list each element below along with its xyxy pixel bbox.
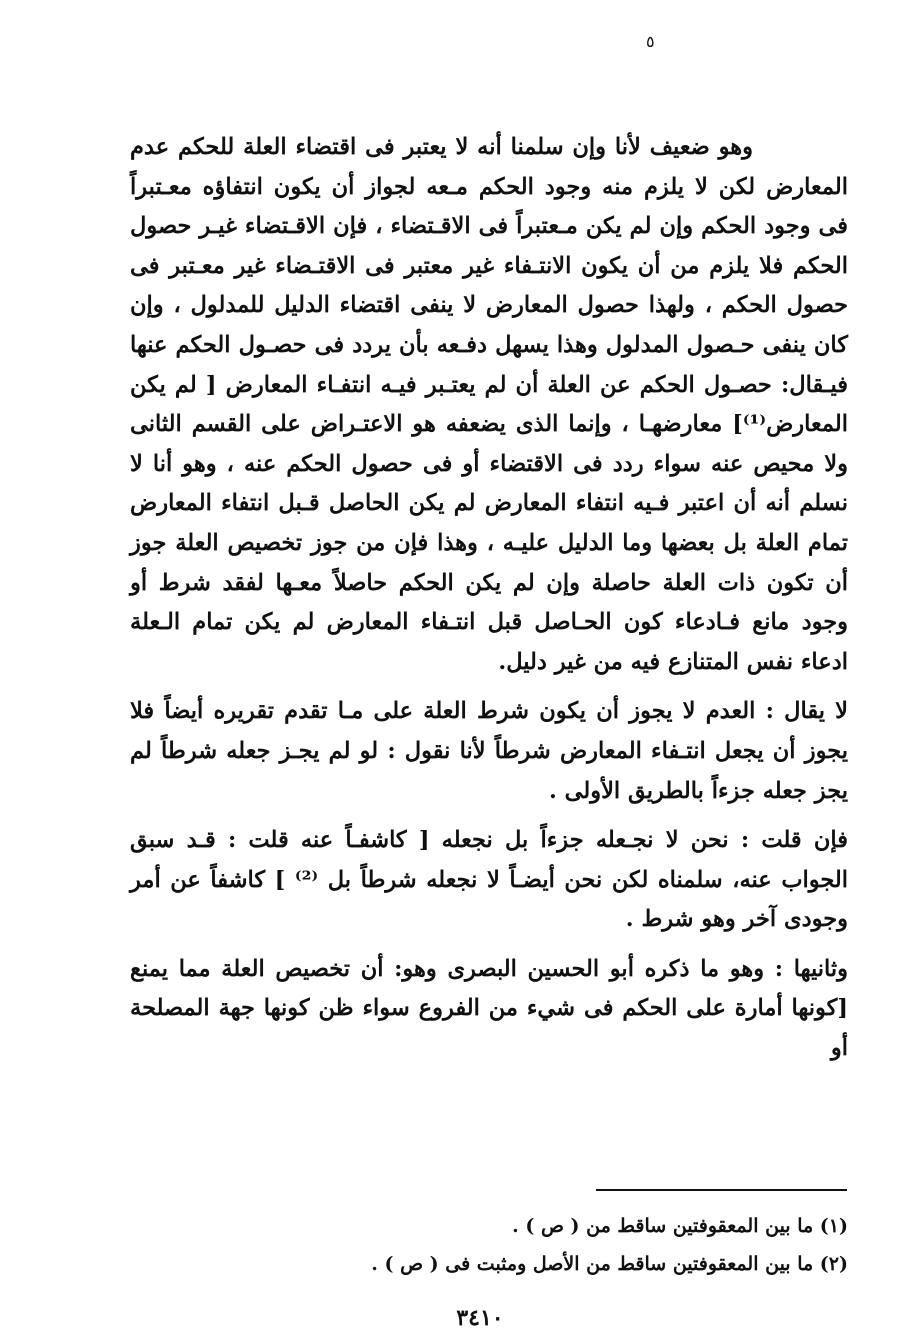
paragraph-3 — [130, 821, 848, 940]
footnote-2: (٢) ما بين المعقوفتين ساقط من الأصل ومثبت فى ( ص ) . — [371, 1253, 848, 1275]
main-text — [130, 128, 848, 1069]
paragraph-4-text: : وهو ما ذكره أبو الحسين البصرى وهو: أن تخصيص العلة مما يمنع [كونها أمارة على الحكم فى شيء من الفروع سواء ظن كونها جهة المصلحة أو — [130, 955, 848, 1062]
paragraph-1-text: وهو ضعيف لأنا وإن سلمنا أنه لا يعتبر فى اقتضاء العلة للحكم عدم المعارض لكن لا يلزم منه وجود الحكم مـعه لجواز أن يكون انتفاؤه معـتبراً فى وجود الحكم وإن لم يكن مـعتبراً فى الاقـتضاء ، فإن الاقـتضاء غيـر حصول الحكم فلا يلزم من أن يكون الانتـفاء غير معتبر فى الاقتـضاء غير معـتبر فى حصول الحكم ، ولهذا حصول المعارض لا ينفى اقتضاء الدليل للمدلول ، وإن كان ينفى حـصول المدلول وهذا يسهل دفـعه بأن يردد فى حصـول الحكم عنها فيـقال: حصـول الحكم عن العلة أن لم يعتـبر فيـه انتفـاء المعارض [ لم يكن المعارض⁽¹⁾] معارضهـا ، وإنما الذى يضعفه هو الاعتـراض على القسم الثانى ولا محيص عنه سواء ردد فى الاقتضاء أو فى حصول الحكم عنه ، وهو أنا لا نسلم أنه أن اعتبر فـيه انتفاء المعارض لم يكن الحاصل قـبل انتفاء المعارض تمام العلة بل بعضها وما الدليل عليـه ، وهذا فإن من جوز تخصيص العلة جوز أن تكون ذات العلة حاصلة وإن لم يكن الحكم حاصلاً معـها لفقد شرط أو وجود مانع فـادعاء كون الحـاصل قبل انتـفاء المعارض لم يكن تمام الـعلة ادعاء نفس المتنازع فيه من غير دليل. — [130, 134, 848, 675]
footnote-divider — [596, 1189, 847, 1191]
paragraph-2-lead: لا يقال — [784, 698, 848, 725]
page-number: ٣٤١٠ — [456, 1305, 504, 1331]
paragraph-4 — [130, 950, 848, 1069]
footnotes — [130, 1207, 848, 1283]
paragraph-3-text: : نحن لا نجـعله جزءاً بل نجعله [ كاشفـاً عنه قلت : قـد سبق الجواب عنه، سلمناه لكن نحن أيضـاً لا نجعله شرطاً بل ⁽²⁾ ] كاشفاً عن أمر وجودى آخر وهو شرط . — [130, 827, 849, 933]
paragraph-4-lead: وثانيها — [793, 955, 848, 982]
paragraph-1 — [130, 128, 848, 682]
paragraph-2 — [130, 692, 848, 811]
paragraph-3-lead: فإن قلت — [761, 827, 848, 854]
footnote-1: (١) ما بين المعقوفتين ساقط من ( ص ) . — [512, 1215, 848, 1237]
paragraph-2-text: : العدم لا يجوز أن يكون شرط العلة على مـا تقدم تقريره أيضاً فلا يجوز أن يجعل انتـفاء المعارض شرطاً لأنا نقول : لو لم يجـز جعله شرطاً لم يجز جعله جزءاً بالطريق الأولى . — [130, 698, 848, 804]
top-mark: ٥ — [646, 32, 655, 51]
